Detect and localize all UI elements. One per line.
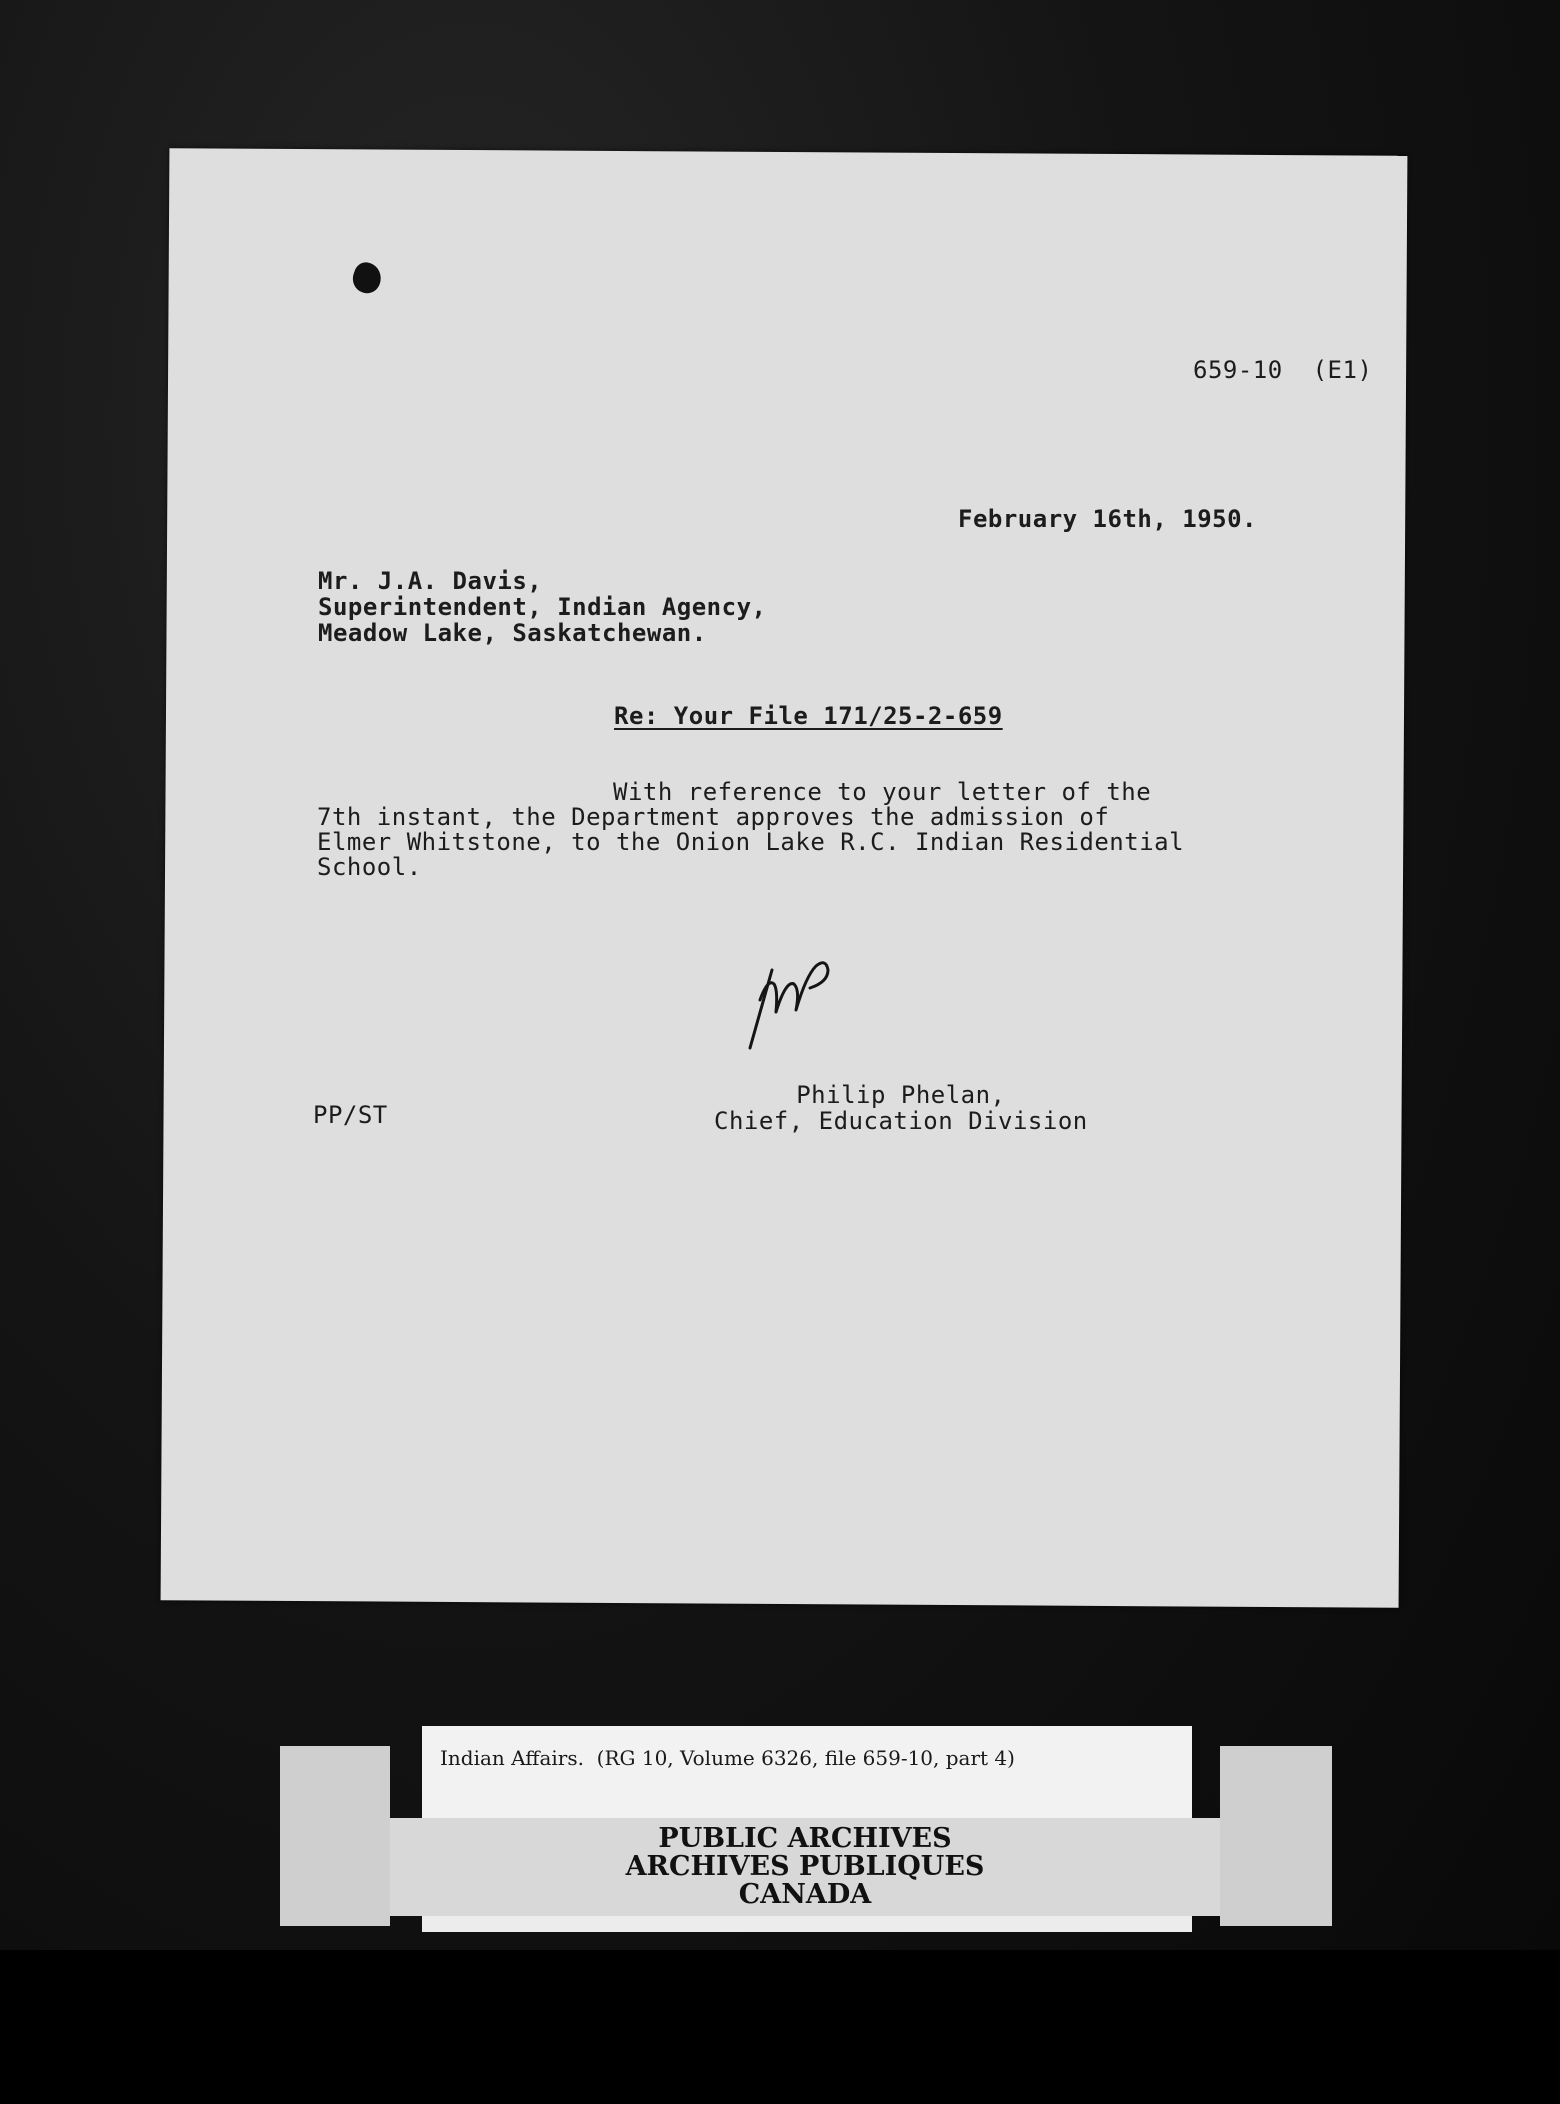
- recipient-name: Mr. J.A. Davis,: [318, 567, 543, 595]
- label-tape-left: [280, 1746, 390, 1926]
- body-line: School.: [317, 853, 422, 881]
- file-reference: 659-10 (E1): [1193, 356, 1373, 384]
- archive-stamp: [390, 1818, 1220, 1916]
- body-line: With reference to your letter of the: [613, 778, 1152, 806]
- archive-stamp-english: PUBLIC ARCHIVES: [658, 1823, 952, 1854]
- letter-body: [317, 780, 1184, 880]
- archive-label: [280, 1726, 1332, 1938]
- archive-stamp-french: ARCHIVES PUBLIQUES: [625, 1851, 985, 1882]
- label-bottom-strip: [422, 1916, 1192, 1932]
- signature-block: [714, 1082, 1088, 1134]
- subject-line: Re: Your File 171/25-2-659: [614, 702, 1003, 730]
- body-line: Elmer Whitstone, to the Onion Lake R.C. Indian Residential: [317, 828, 1185, 856]
- signer-name: Philip Phelan,: [796, 1081, 1006, 1109]
- recipient-location: Meadow Lake, Saskatchewan.: [318, 619, 707, 647]
- recipient-title: Superintendent, Indian Agency,: [318, 593, 767, 621]
- scan-bottom-band: [0, 1950, 1560, 2104]
- letter-date: February 16th, 1950.: [958, 505, 1257, 533]
- signer-title: Chief, Education Division: [714, 1107, 1088, 1135]
- handwritten-signature: [740, 940, 880, 1050]
- body-line: 7th instant, the Department approves the admission of: [317, 803, 1110, 831]
- label-tape-right: [1220, 1746, 1332, 1926]
- archive-citation: Indian Affairs. (RG 10, Volume 6326, file 659-10, part 4): [422, 1726, 1192, 1818]
- archive-stamp-country: CANADA: [738, 1879, 872, 1910]
- typist-initials: PP/ST: [313, 1101, 388, 1129]
- recipient-address: [318, 568, 766, 646]
